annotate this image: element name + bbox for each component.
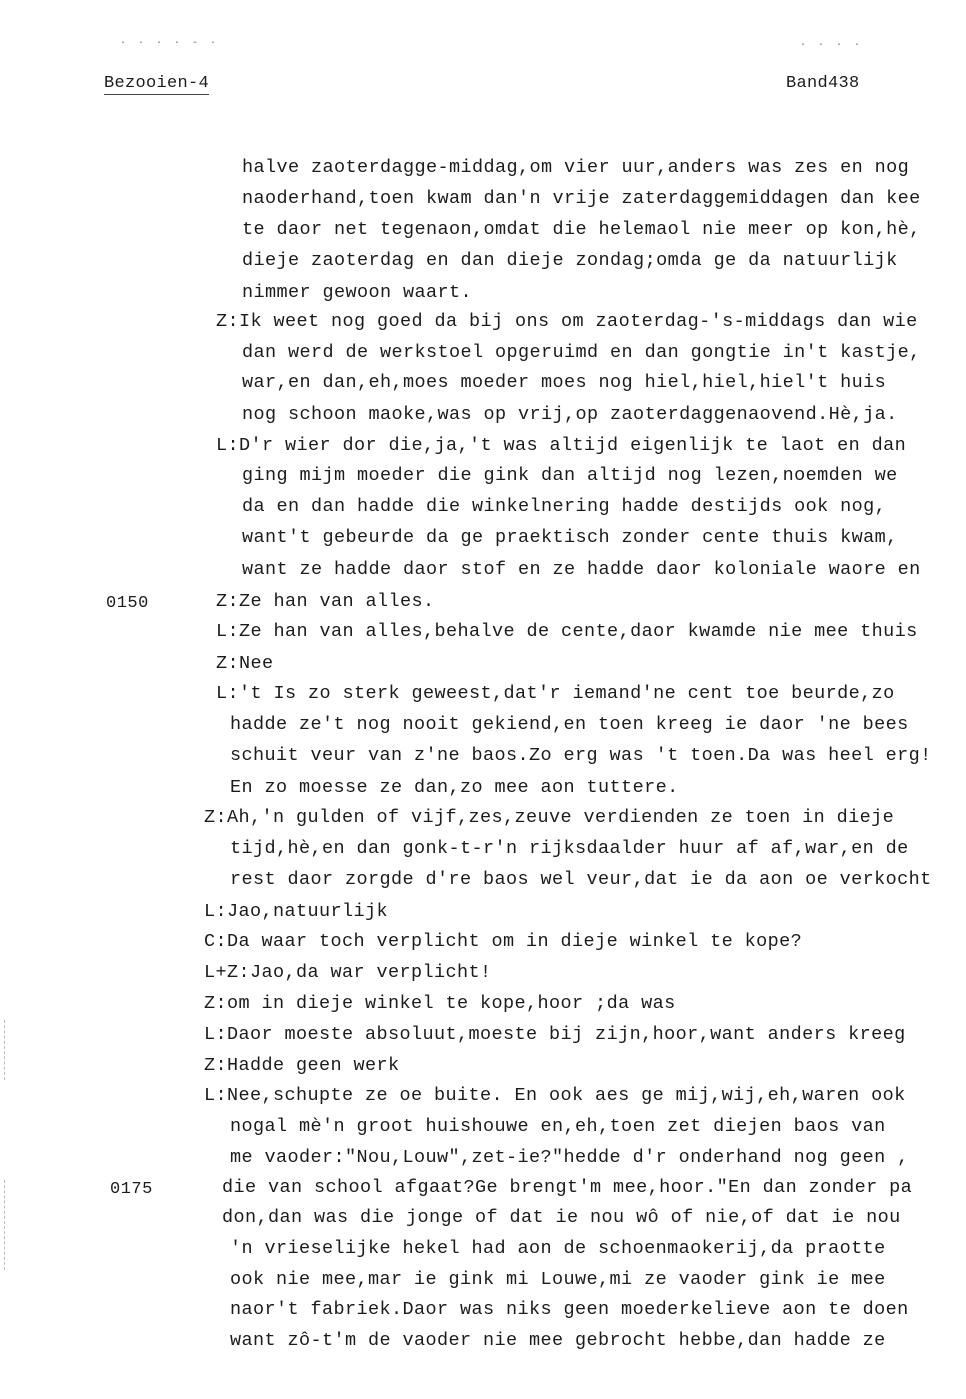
transcript-line: L:Jao,natuurlijk (204, 901, 389, 922)
transcript-line: Z:Nee (216, 653, 274, 674)
transcript-line: die van school afgaat?Ge brengt'm mee,hoor."En dan zonder pa (222, 1177, 913, 1198)
transcript-line: C:Da waar toch verplicht om in dieje winkel te kope? (204, 931, 803, 952)
transcript-line: want zô-t'm de vaoder nie mee gebrocht hebbe,dan hadde ze (230, 1330, 886, 1351)
transcript-line: want't gebeurde da ge praektisch zonder cente thuis kwam, (242, 527, 898, 548)
transcript-line: L:D'r wier dor die,ja,'t was altijd eigenlijk te laot en dan (216, 435, 907, 456)
transcript-line: want ze hadde daor stof en ze hadde daor koloniale waore en (242, 559, 921, 580)
transcript-line: schuit veur van z'ne baos.Zo erg was 't toen.Da was heel erg! (230, 745, 932, 766)
transcript-line: naor't fabriek.Daor was niks geen moederkelieve aon te doen (230, 1299, 909, 1320)
transcript-line: te daor net tegenaon,omdat die helemaol nie meer op kon,hè, (242, 219, 921, 240)
timecode-marker: 0150 (106, 594, 149, 613)
transcript-line: ging mijm moeder die gink dan altijd nog lezen,noemden we (242, 465, 898, 486)
transcript-line: dieje zaoterdag en dan dieje zondag;omda ge da natuurlijk (242, 250, 898, 271)
transcript-line: da en dan hadde die winkelnering hadde destijds ook nog, (242, 496, 887, 517)
transcript-line: L:Ze han van alles,behalve de cente,daor kwamde nie mee thuis (216, 621, 918, 642)
transcript-line: halve zaoterdagge-middag,om vier uur,anders was zes en nog (242, 157, 910, 178)
transcript-line: Z:Hadde geen werk (204, 1055, 400, 1076)
transcript-line: Z:Ik weet nog goed da bij ons om zaoterdag-'s-middags dan wie (216, 311, 918, 332)
margin-rule (4, 1020, 5, 1080)
transcript-line: Z:Ze han van alles. (216, 591, 435, 612)
page-header-tape: Band438 (786, 74, 860, 93)
margin-rule (4, 1180, 5, 1270)
transcript-line: rest daor zorgde d're baos wel veur,dat ie da aon oe verkocht (230, 869, 932, 890)
transcript-line: me vaoder:"Nou,Louw",zet-ie?"hedde d'r onderhand nog geen , (230, 1147, 909, 1168)
transcript-line: L+Z:Jao,da war verplicht! (204, 962, 492, 983)
transcript-line: nogal mè'n groot huishouwe en,eh,toen zet diejen baos van (230, 1116, 886, 1137)
scan-specks: · · · · (800, 40, 864, 51)
transcript-line: 'n vrieselijke hekel had aon de schoenmaokerij,da praotte (230, 1238, 886, 1259)
transcript-line: war,en dan,eh,moes moeder moes nog hiel,hiel,hiel't huis (242, 372, 887, 393)
transcript-line: Z:om in dieje winkel te kope,hoor ;da was (204, 993, 676, 1014)
transcript-line: En zo moesse ze dan,zo mee aon tuttere. (230, 777, 679, 798)
scan-specks: · · · · - · (120, 38, 220, 49)
transcript-line: ook nie mee,mar ie gink mi Louwe,mi ze vaoder gink ie mee (230, 1269, 886, 1290)
page-header-title: Bezooien-4 (104, 74, 210, 93)
transcript-line: L:'t Is zo sterk geweest,dat'r iemand'ne cent toe beurde,zo (216, 683, 895, 704)
transcript-line: dan werd de werkstoel opgeruimd en dan gongtie in't kastje, (242, 342, 921, 363)
transcript-line: nimmer gewoon waart. (242, 282, 473, 303)
timecode-marker: 0175 (110, 1180, 153, 1199)
transcript-line: L:Daor moeste absoluut,moeste bij zijn,hoor,want anders kreeg (204, 1024, 906, 1045)
transcript-line: hadde ze't nog nooit gekiend,en toen kreeg ie daor 'ne bees (230, 714, 909, 735)
transcript-line: L:Nee,schupte ze oe buite. En ook aes ge mij,wij,eh,waren ook (204, 1085, 906, 1106)
transcript-line: naoderhand,toen kwam dan'n vrije zaterdaggemiddagen dan kee (242, 188, 921, 209)
transcript-line: nog schoon maoke,was op vrij,op zaoterdaggenaovend.Hè,ja. (242, 404, 898, 425)
transcript-line: don,dan was die jonge of dat ie nou wô of nie,of dat ie nou (222, 1207, 901, 1228)
transcript-line: Z:Ah,'n gulden of vijf,zes,zeuve verdienden ze toen in dieje (204, 807, 895, 828)
transcript-line: tijd,hè,en dan gonk-t-r'n rijksdaalder huur af af,war,en de (230, 838, 909, 859)
